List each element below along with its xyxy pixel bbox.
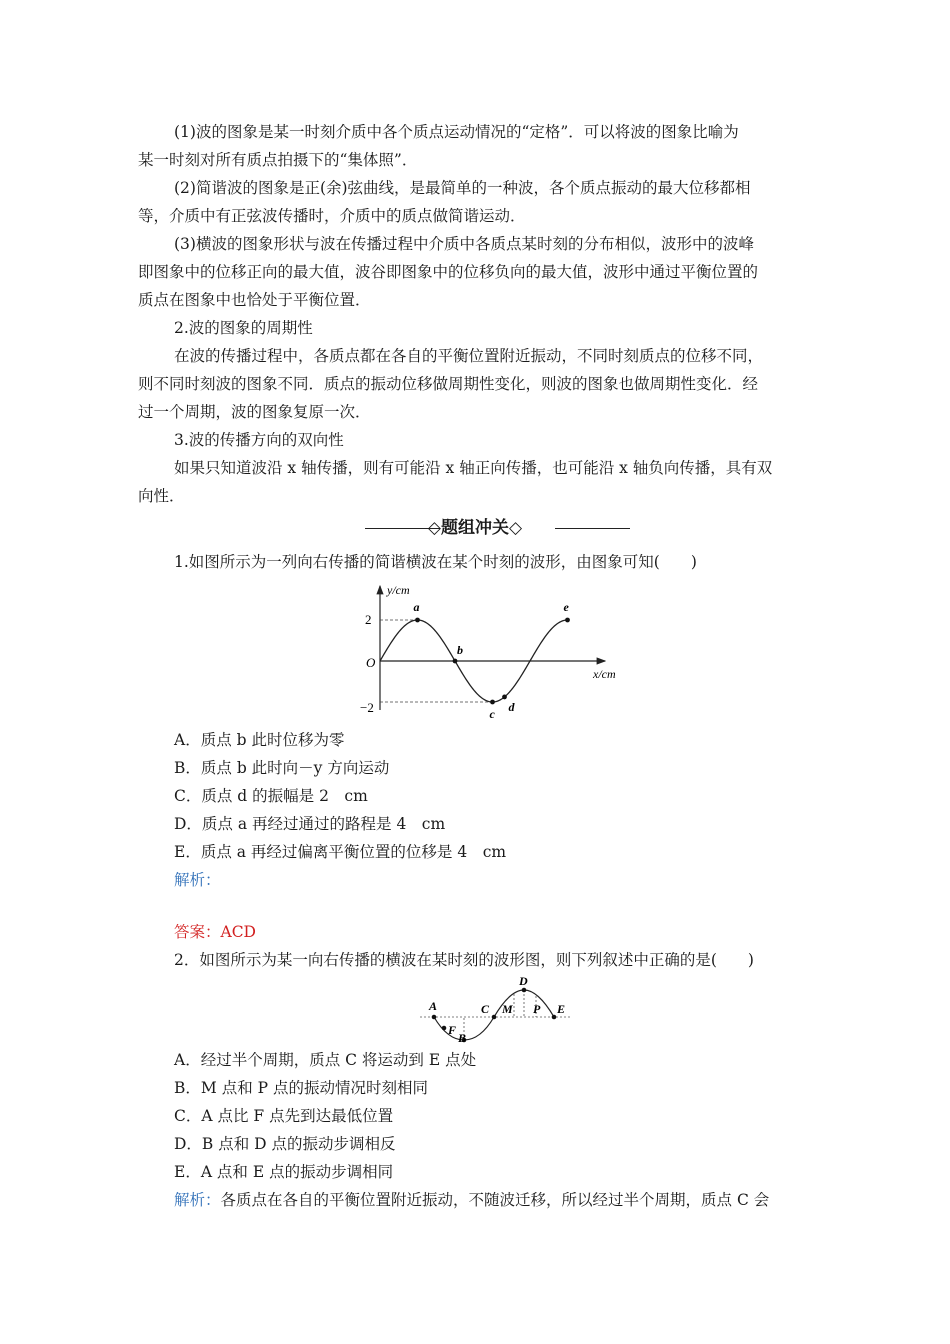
q2-point-c [492, 1015, 497, 1020]
q2-label-f: F [448, 1023, 457, 1037]
q2-option-d: D．B 点和 D 点的振动步调相反 [174, 1135, 396, 1153]
paragraph-2-line-2: 等，介质中有正弦波传播时，介质中的质点做简谐运动． [138, 207, 526, 225]
paragraph-3-line-3: 质点在图象中也恰处于平衡位置． [138, 291, 371, 309]
paragraph-4-line-3: 过一个周期，波的图象复原一次． [138, 403, 371, 421]
question-1-stem: 1.如图所示为一列向右传播的简谐横波在某个时刻的波形，由图象可知( ) [174, 553, 697, 571]
paragraph-4-line-2: 则不同时刻波的图象不同．质点的振动位移做周期性变化，则波的图象也做周期性变化．经 [138, 375, 759, 393]
paragraph-3-line-1: (3)横波的图象形状与波在传播过程中介质中各质点某时刻的分布相似，波形中的波峰 [174, 235, 754, 253]
q2-option-e: E．A 点和 E 点的振动步调相同 [174, 1163, 394, 1181]
heading-bidirectionality: 3.波的传播方向的双向性 [174, 431, 344, 449]
q2-label-a: A [429, 999, 438, 1013]
q2-label-m: M [502, 1002, 513, 1016]
q2-point-e [552, 1015, 557, 1020]
paragraph-3-line-2: 即图象中的位移正向的最大值，波谷即图象中的位移负向的最大值，波形中通过平衡位置的 [138, 263, 759, 281]
q1-answer: 答案：ACD [174, 923, 256, 941]
q2-point-f [442, 1026, 447, 1031]
q2-wave-figure [412, 974, 612, 1044]
q1-option-a: A．质点 b 此时位移为零 [174, 731, 345, 749]
section-rule-right [555, 528, 630, 529]
y-tick-minus-2: −2 [360, 700, 374, 715]
q2-label-c: C [481, 1002, 490, 1016]
wave-point-b [453, 659, 458, 664]
q1-analysis-label: 解析： [174, 871, 221, 889]
section-title: ◇题组冲关◇ [427, 518, 523, 538]
wave-point-e [565, 618, 570, 623]
section-header [0, 514, 950, 544]
paragraph-4-line-1: 在波的传播过程中，各质点都在各自的平衡位置附近振动，不同时刻质点的位移不同， [174, 347, 764, 365]
q2-label-p: P [533, 1002, 541, 1016]
q2-option-a: A．经过半个周期，质点 C 将运动到 E 点处 [174, 1051, 477, 1069]
q1-option-e: E．质点 a 再经过偏离平衡位置的位移是 4 cm [174, 843, 507, 861]
q2-analysis-text: 各质点在各自的平衡位置附近振动，不随波迁移，所以经过半个周期，质点 C 会 [220, 1191, 770, 1209]
wave-point-label-d: d [508, 699, 515, 714]
q2-analysis-label: 解析： [174, 1191, 221, 1209]
q2-label-b: B [458, 1031, 467, 1044]
paragraph-5-line-2: 向性． [138, 487, 185, 505]
wave-point-d [502, 695, 507, 700]
paragraph-1-line-1: (1)波的图象是某一时刻介质中各个质点运动情况的“定格”．可以将波的图象比喻为 [174, 123, 739, 141]
heading-periodicity: 2.波的图象的周期性 [174, 319, 313, 337]
q1-option-c: C．质点 d 的振幅是 2 cm [174, 787, 368, 805]
y-tick-2: 2 [365, 612, 372, 627]
x-axis-label: x/cm [593, 667, 616, 681]
wave-point-label-b: b [457, 643, 463, 657]
q2-point-d [522, 988, 527, 993]
question-2-stem: 2．如图所示为某一向右传播的横波在某时刻的波形图，则下列叙述中正确的是( ) [174, 951, 754, 969]
q1-option-d: D．质点 a 再经过通过的路程是 4 cm [174, 815, 446, 833]
y-axis-label: y/cm [387, 583, 410, 597]
q2-label-e: E [557, 1002, 566, 1016]
q2-option-c: C．A 点比 F 点先到达最低位置 [174, 1107, 394, 1125]
paragraph-1-line-2: 某一时刻对所有质点拍摄下的“集体照”． [138, 151, 418, 169]
paragraph-2-line-1: (2)简谐波的图象是正(余)弦曲线，是最简单的一种波，各个质点振动的最大位移都相 [174, 179, 751, 197]
wave-point-label-e: e [563, 600, 569, 614]
q2-option-b: B．M 点和 P 点的振动情况时刻相同 [174, 1079, 428, 1097]
q2-analysis [174, 1186, 769, 1214]
q2-point-a [432, 1015, 437, 1020]
q2-dashed-levels [464, 990, 536, 1040]
q1-option-b: B．质点 b 此时向－y 方向运动 [174, 759, 390, 777]
q2-label-d: D [519, 974, 528, 988]
paragraph-5-line-1: 如果只知道波沿 x 轴传播，则有可能沿 x 轴正向传播，也可能沿 x 轴负向传播，具有双 [174, 459, 773, 477]
wave-point-label-c: c [489, 707, 495, 721]
wave-point-c [490, 700, 495, 705]
origin-label: O [366, 655, 376, 670]
q1-wave-chart [335, 578, 635, 728]
wave-point-a [415, 618, 420, 623]
wave-point-label-a: a [413, 600, 420, 614]
